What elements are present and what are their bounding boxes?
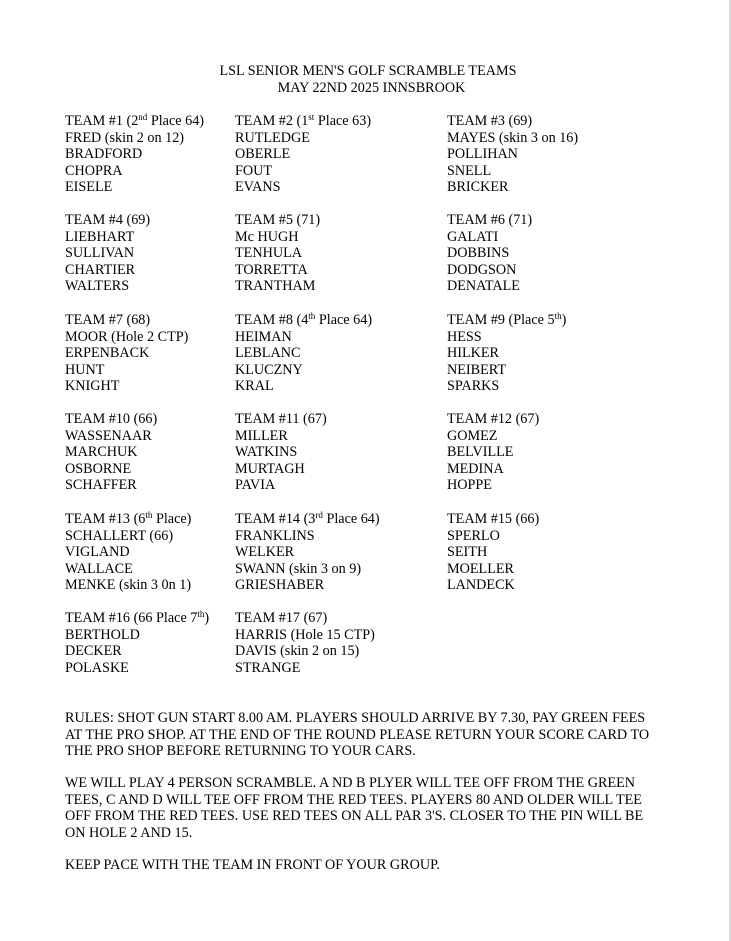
player-name: DECKER	[65, 643, 122, 659]
player-name: BELVILLE	[447, 444, 514, 460]
format-line: WE WILL PLAY 4 PERSON SCRAMBLE. A ND B PLYER WILL TEE OFF FROM THE GREEN	[65, 775, 636, 791]
player-name: OSBORNE	[65, 460, 132, 477]
player-name: SCHALLERT (66)	[65, 527, 174, 544]
player-name: TORRETTA	[235, 261, 308, 278]
player-name: FRANKLINS	[235, 527, 315, 544]
team-header: TEAM #15 (66)	[447, 511, 540, 527]
team-header: TEAM #5 (71)	[235, 212, 321, 228]
ordinal-suffix: th	[197, 609, 205, 619]
team-block	[235, 312, 372, 395]
player-name: MAYES (skin 3 on 16)	[447, 129, 579, 146]
ordinal-suffix: nd	[138, 112, 148, 122]
player-name: BRICKER	[447, 179, 509, 195]
player-name: FRED (skin 2 on 12)	[65, 129, 185, 146]
player-name: KNIGHT	[65, 378, 120, 394]
player-name: MILLER	[235, 427, 288, 444]
format-line: TEES, C AND D WILL TEE OFF FROM THE RED TEES. PLAYERS 80 AND OLDER WILL TEE	[65, 791, 642, 808]
player-name: STRANGE	[235, 659, 301, 676]
team-block	[447, 411, 539, 494]
player-name: SWANN (skin 3 on 9)	[235, 560, 362, 577]
team-block	[235, 212, 320, 295]
team-header: TEAM #9 (Place 5th)	[447, 311, 567, 328]
player-name: HUNT	[65, 361, 105, 378]
player-name: HOPPE	[447, 477, 492, 493]
team-header: TEAM #16 (66 Place 7th)	[65, 609, 210, 626]
team-header: TEAM #13 (6th Place)	[65, 510, 192, 527]
team-block	[65, 312, 188, 395]
player-name: MARCHUK	[65, 444, 138, 460]
player-name: LANDECK	[447, 577, 515, 593]
player-name: OBERLE	[235, 146, 291, 162]
team-block	[235, 610, 375, 676]
format-paragraph	[65, 775, 685, 841]
player-name: BRADFORD	[65, 146, 143, 162]
player-name: POLLIHAN	[447, 146, 518, 162]
team-block	[235, 411, 327, 494]
player-name: WALTERS	[65, 278, 130, 294]
rules-line: RULES: SHOT GUN START 8.00 AM. PLAYERS SHOULD ARRIVE BY 7.30, PAY GREEN FEES	[65, 710, 646, 726]
player-name: Mc HUGH	[235, 228, 299, 245]
ordinal-suffix: th	[145, 510, 153, 520]
player-name: WATKINS	[235, 444, 298, 460]
document-title: LSL SENIOR MEN'S GOLF SCRAMBLE TEAMS	[219, 63, 517, 79]
player-name: RUTLEDGE	[235, 129, 310, 146]
player-name: KLUCZNY	[235, 361, 303, 378]
team-header: TEAM #1 (2nd Place 64)	[65, 112, 205, 129]
ordinal-suffix: rd	[315, 510, 323, 520]
player-name: PAVIA	[235, 477, 276, 493]
player-name: DAVIS (skin 2 on 15)	[235, 643, 360, 659]
team-header: TEAM #2 (1st Place 63)	[235, 112, 372, 129]
player-name: HEIMAN	[235, 328, 292, 345]
player-name: WASSENAAR	[65, 427, 152, 444]
player-name: ERPENBACK	[65, 345, 150, 361]
player-name: MEDINA	[447, 460, 504, 477]
player-name: MOOR (Hole 2 CTP)	[65, 328, 189, 345]
pace-paragraph	[65, 857, 685, 874]
player-name: GALATI	[447, 228, 499, 245]
team-header: TEAM #17 (67)	[235, 610, 328, 626]
team-block	[65, 511, 191, 594]
team-block	[65, 212, 150, 295]
document-subtitle: MAY 22ND 2025 INNSBROOK	[277, 80, 466, 96]
player-name: SCHAFFER	[65, 477, 137, 493]
player-name: MOELLER	[447, 560, 514, 577]
player-name: HILKER	[447, 345, 500, 361]
player-name: SNELL	[447, 162, 492, 179]
player-name: GOMEZ	[447, 427, 498, 444]
player-name: VIGLAND	[65, 544, 130, 560]
team-header: TEAM #6 (71)	[447, 212, 533, 228]
player-name: LEBLANC	[235, 345, 301, 361]
player-name: BERTHOLD	[65, 626, 140, 643]
player-name: WELKER	[235, 544, 295, 560]
team-block	[235, 113, 371, 196]
team-block	[65, 113, 204, 196]
player-name: HARRIS (Hole 15 CTP)	[235, 626, 375, 643]
player-name: LIEBHART	[65, 228, 135, 245]
player-name: EVANS	[235, 179, 281, 195]
player-name: MURTAGH	[235, 460, 305, 477]
player-name: MENKE (skin 3 0n 1)	[65, 577, 192, 593]
ordinal-suffix: st	[308, 112, 315, 122]
team-block	[447, 212, 532, 295]
player-name: FOUT	[235, 162, 273, 179]
player-name: POLASKE	[65, 659, 129, 676]
player-name: NEIBERT	[447, 361, 507, 378]
rules-paragraph	[65, 710, 685, 760]
team-header: TEAM #10 (66)	[65, 411, 158, 427]
team-block	[235, 511, 380, 594]
team-header: TEAM #7 (68)	[65, 312, 151, 328]
team-block	[447, 312, 566, 395]
team-block	[65, 610, 209, 676]
player-name: TENHULA	[235, 245, 302, 261]
player-name: WALLACE	[65, 560, 133, 577]
format-line: ON HOLE 2 AND 15.	[65, 824, 193, 841]
player-name: DENATALE	[447, 278, 520, 294]
team-header: TEAM #14 (3rd Place 64)	[235, 510, 380, 527]
player-name: CHARTIER	[65, 261, 136, 278]
player-name: SULLIVAN	[65, 245, 135, 261]
team-header: TEAM #4 (69)	[65, 212, 151, 228]
player-name: DOBBINS	[447, 245, 510, 261]
rules-line: AT THE PRO SHOP. AT THE END OF THE ROUND PLEASE RETURN YOUR SCORE CARD TO	[65, 726, 650, 743]
team-header: TEAM #3 (69)	[447, 113, 533, 129]
ordinal-suffix: th	[554, 311, 562, 321]
ordinal-suffix: th	[308, 311, 316, 321]
player-name: EISELE	[65, 179, 113, 195]
team-header: TEAM #12 (67)	[447, 411, 540, 427]
format-line: OFF FROM THE RED TEES. USE RED TEES ON ALL PAR 3'S. CLOSER TO THE PIN WILL BE	[65, 808, 644, 825]
team-header: TEAM #8 (4th Place 64)	[235, 311, 373, 328]
team-header: TEAM #11 (67)	[235, 411, 327, 427]
team-block	[447, 113, 578, 196]
player-name: KRAL	[235, 378, 274, 394]
player-name: TRANTHAM	[235, 278, 316, 294]
team-block	[65, 411, 157, 494]
player-name: CHOPRA	[65, 162, 123, 179]
player-name: DODGSON	[447, 261, 517, 278]
player-name: GRIESHABER	[235, 577, 325, 593]
pace-line: KEEP PACE WITH THE TEAM IN FRONT OF YOUR GROUP.	[65, 857, 440, 873]
player-name: HESS	[447, 328, 482, 345]
player-name: SPARKS	[447, 378, 500, 394]
team-block	[447, 511, 539, 594]
rules-line: THE PRO SHOP BEFORE RETURNING TO YOUR CARS.	[65, 743, 416, 760]
player-name: SEITH	[447, 544, 488, 560]
player-name: SPERLO	[447, 527, 500, 544]
